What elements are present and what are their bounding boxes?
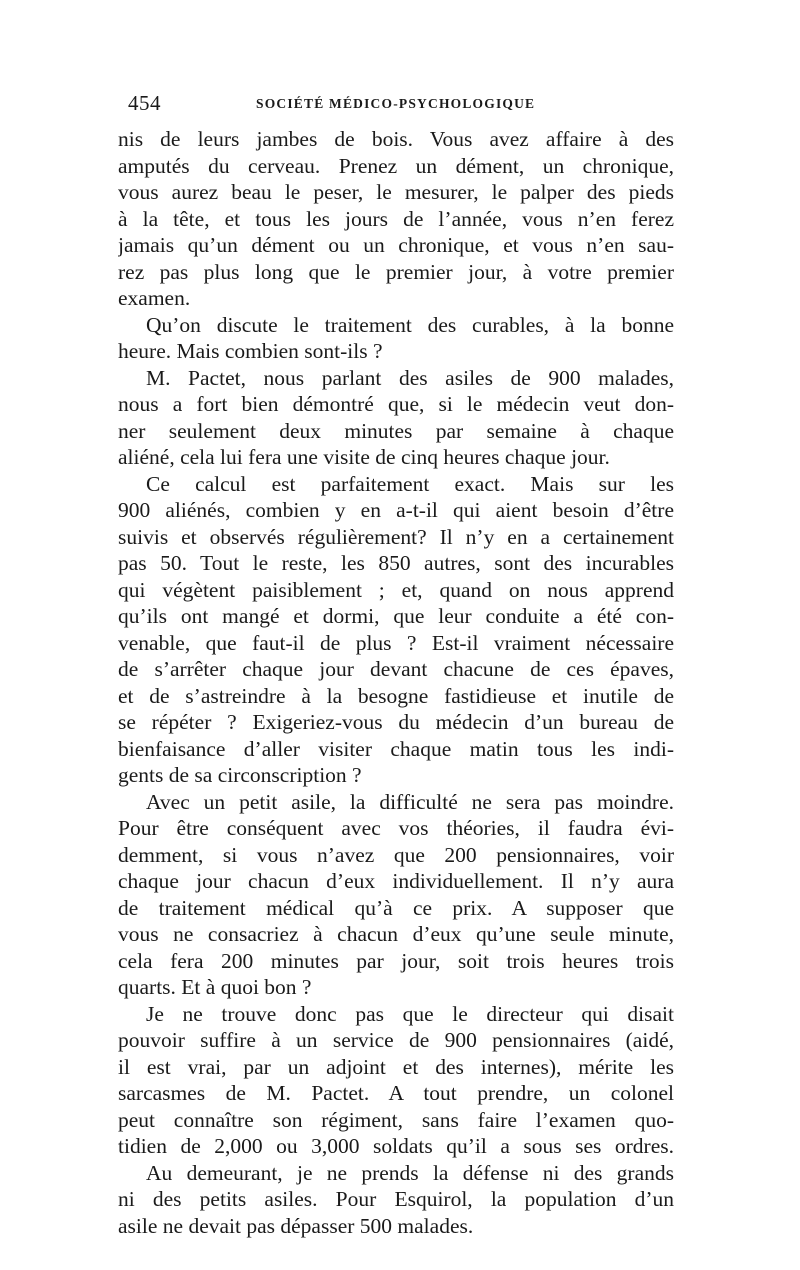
text-line: pouvoir suffire à un service de 900 pensionnaires (aidé,: [118, 1028, 674, 1052]
text-line: suivis et observés régulièrement? Il n’y en a certainement: [118, 524, 674, 549]
page-header: [128, 91, 676, 121]
text-line: Qu’on discute le traitement des curables, à la bonne: [146, 312, 674, 337]
text-line: quarts. Et à quoi bon ?: [118, 975, 312, 999]
text-line: sarcasmes de M. Pactet. A tout prendre, un colonel: [118, 1081, 674, 1105]
text-line: asile ne devait pas dépasser 500 malades.: [118, 1213, 474, 1238]
text-line: il est vrai, par un adjoint et des internes), mérite les: [118, 1054, 674, 1079]
text-line: peut connaître son régiment, sans faire l’examen quo-: [118, 1107, 674, 1132]
page-number: 454: [128, 91, 161, 115]
text-line: venable, que faut-il de plus ? Est-il vraiment nécessaire: [118, 630, 674, 655]
text-line: tidien de 2,000 ou 3,000 soldats qu’il a sous ses ordres.: [118, 1134, 674, 1158]
text-line: 900 aliénés, combien y en a-t-il qui aient besoin d’être: [118, 498, 674, 522]
text-line: qu’ils ont mangé et dormi, que leur conduite a été con-: [118, 604, 674, 628]
text-line: Pour être conséquent avec vos théories, il faudra évi-: [118, 816, 674, 840]
text-line: de traitement médical qu’à ce prix. A supposer que: [118, 895, 674, 920]
text-line: jamais qu’un dément ou un chronique, et vous n’en sau-: [118, 233, 674, 257]
text-line: pas 50. Tout le reste, les 850 autres, sont des incurables: [118, 551, 674, 575]
text-line: M. Pactet, nous parlant des asiles de 900 malades,: [146, 365, 674, 390]
text-line: amputés du cerveau. Prenez un dément, un chronique,: [118, 153, 674, 178]
text-line: aliéné, cela lui fera une visite de cinq heures chaque jour.: [118, 445, 610, 469]
text-line: nis de leurs jambes de bois. Vous avez affaire à des: [118, 127, 674, 151]
text-line: se répéter ? Exigeriez-vous du médecin d’un bureau de: [118, 710, 674, 734]
text-line: nous a fort bien démontré que, si le médecin veut don-: [118, 392, 674, 416]
text-line: chaque jour chacun d’eux individuellement. Il n’y aura: [118, 869, 674, 893]
text-line: heure. Mais combien sont-ils ?: [118, 339, 383, 363]
text-line: rez pas plus long que le premier jour, à votre premier: [118, 259, 674, 284]
body-text: [118, 126, 674, 1239]
text-line: à la tête, et tous les jours de l’année, vous n’en ferez: [118, 206, 674, 231]
text-line: de s’arrêter chaque jour devant chacune de ces épaves,: [118, 657, 674, 681]
text-line: Ce calcul est parfaitement exact. Mais sur les: [146, 471, 674, 496]
text-line: vous aurez beau le peser, le mesurer, le palper des pieds: [118, 180, 674, 204]
text-line: ni des petits asiles. Pour Esquirol, la population d’un: [118, 1187, 674, 1211]
text-line: ner seulement deux minutes par semaine à chaque: [118, 418, 674, 443]
text-line: et de s’astreindre à la besogne fastidieuse et inutile de: [118, 683, 674, 708]
text-line: Je ne trouve donc pas que le directeur qui disait: [146, 1001, 674, 1026]
text-line: gents de sa circonscription ?: [118, 763, 362, 787]
text-line: bienfaisance d’aller visiter chaque matin tous les indi-: [118, 736, 674, 761]
text-line: examen.: [118, 286, 191, 310]
text-line: demment, si vous n’avez que 200 pensionnaires, voir: [118, 842, 674, 867]
text-line: vous ne consacriez à chacun d’eux qu’une seule minute,: [118, 922, 674, 946]
text-line: cela fera 200 minutes par jour, soit trois heures trois: [118, 948, 674, 973]
running-head: SOCIÉTÉ MÉDICO-PSYCHOLOGIQUE: [256, 96, 536, 111]
text-line: Au demeurant, je ne prends la défense ni des grands: [146, 1160, 674, 1185]
text-line: qui végètent paisiblement ; et, quand on nous apprend: [118, 577, 674, 602]
text-line: Avec un petit asile, la difficulté ne sera pas moindre.: [146, 789, 674, 814]
